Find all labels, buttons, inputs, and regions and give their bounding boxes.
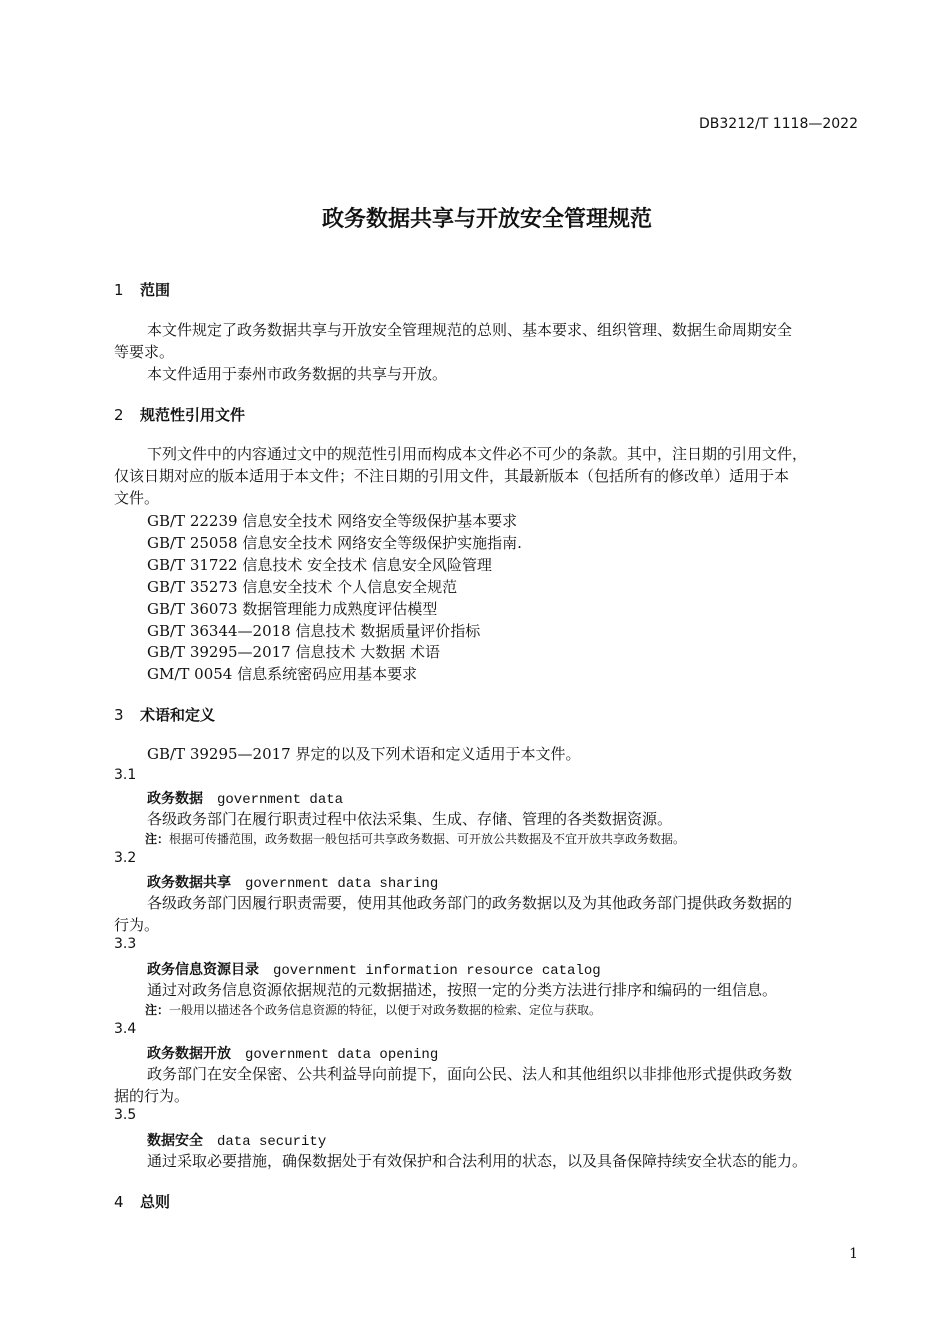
term-definition: 各级政务部门因履行职责需要，使用其他政务部门的政务数据以及为其他政务部门提供政务数据的 xyxy=(147,894,793,912)
reference-item: GB/T 25058 信息安全技术 网络安全等级保护实施指南. xyxy=(147,534,522,552)
paragraph: 本文件适用于泰州市政务数据的共享与开放。 xyxy=(147,365,448,383)
term-heading xyxy=(147,872,438,892)
paragraph: GB/T 39295—2017 界定的以及下列术语和定义适用于本文件。 xyxy=(147,745,581,763)
section-4-heading xyxy=(114,1191,170,1212)
term-number: 3.1 xyxy=(114,767,137,783)
term-chinese: 数据安全 xyxy=(147,1133,203,1149)
section-number: 2 xyxy=(114,406,124,424)
section-number: 3 xyxy=(114,706,124,724)
paragraph: 等要求。 xyxy=(114,343,175,361)
term-heading xyxy=(147,788,343,808)
reference-item: GB/T 22239 信息安全技术 网络安全等级保护基本要求 xyxy=(147,512,518,530)
paragraph: 下列文件中的内容通过文中的规范性引用而构成本文件必不可少的条款。其中，注日期的引用文件， xyxy=(147,445,808,463)
term-number: 3.2 xyxy=(114,850,137,866)
term-definition: 行为。 xyxy=(114,916,160,934)
note-text: 根据可传播范围，政务数据一般包括可共享政务数据、可开放公共数据及不宜开放共享政务数据。 xyxy=(169,832,686,846)
paragraph: 本文件规定了政务数据共享与开放安全管理规范的总则、基本要求、组织管理、数据生命周期安全 xyxy=(147,321,793,339)
term-number: 3.4 xyxy=(114,1021,137,1037)
term-chinese: 政务数据开放 xyxy=(147,1046,231,1062)
section-1-heading xyxy=(114,279,170,300)
term-english: government information resource catalog xyxy=(273,963,601,979)
section-title: 规范性引用文件 xyxy=(140,406,246,424)
note-label: 注： xyxy=(145,832,170,846)
term-note xyxy=(145,1001,601,1018)
term-definition: 政务部门在安全保密、公共利益导向前提下，面向公民、法人和其他组织以非排他形式提供政务数 xyxy=(147,1065,793,1083)
section-2-heading xyxy=(114,404,245,425)
term-number: 3.5 xyxy=(114,1107,137,1123)
term-english: government data xyxy=(217,792,344,808)
term-definition: 通过采取必要措施，确保数据处于有效保护和合法利用的状态，以及具备保障持续安全状态的能力。 xyxy=(147,1152,808,1170)
reference-item: GB/T 31722 信息技术 安全技术 信息安全风险管理 xyxy=(147,556,492,574)
section-number: 1 xyxy=(114,281,124,299)
note-text: 一般用以描述各个政务信息资源的特征，以便于对政务数据的检索、定位与获取。 xyxy=(169,1003,602,1017)
term-chinese: 政务数据共享 xyxy=(147,875,231,891)
term-english: data security xyxy=(217,1134,327,1150)
section-title: 总则 xyxy=(140,1193,171,1211)
section-number: 4 xyxy=(114,1193,124,1211)
note-label: 注： xyxy=(145,1003,170,1017)
term-heading xyxy=(147,1130,326,1150)
document-title: 政务数据共享与开放安全管理规范 xyxy=(321,207,652,232)
reference-item: GB/T 39295—2017 信息技术 大数据 术语 xyxy=(147,643,441,661)
reference-item: GB/T 35273 信息安全技术 个人信息安全规范 xyxy=(147,578,458,596)
paragraph: 文件。 xyxy=(114,489,160,507)
section-3-heading xyxy=(114,704,215,725)
term-chinese: 政务信息资源目录 xyxy=(147,962,259,978)
term-number: 3.3 xyxy=(114,936,137,952)
term-english: government data opening xyxy=(245,1047,439,1063)
term-definition: 据的行为。 xyxy=(114,1087,190,1105)
section-title: 术语和定义 xyxy=(140,706,216,724)
page-number: 1 xyxy=(849,1246,858,1262)
term-chinese: 政务数据 xyxy=(147,791,203,807)
document-code: DB3212/T 1118—2022 xyxy=(699,116,858,132)
section-title: 范围 xyxy=(140,281,171,299)
term-english: government data sharing xyxy=(245,876,439,892)
term-note xyxy=(145,830,685,847)
reference-item: GB/T 36073 数据管理能力成熟度评估模型 xyxy=(147,600,438,618)
reference-item: GM/T 0054 信息系统密码应用基本要求 xyxy=(147,665,418,683)
term-definition: 各级政务部门在履行职责过程中依法采集、生成、存储、管理的各类数据资源。 xyxy=(147,810,673,828)
term-heading xyxy=(147,959,601,979)
term-heading xyxy=(147,1043,438,1063)
paragraph: 仅该日期对应的版本适用于本文件；不注日期的引用文件，其最新版本（包括所有的修改单）适用于本 xyxy=(114,467,790,485)
term-definition: 通过对政务信息资源依据规范的元数据描述，按照一定的分类方法进行排序和编码的一组信息。 xyxy=(147,981,778,999)
reference-item: GB/T 36344—2018 信息技术 数据质量评价指标 xyxy=(147,622,481,640)
